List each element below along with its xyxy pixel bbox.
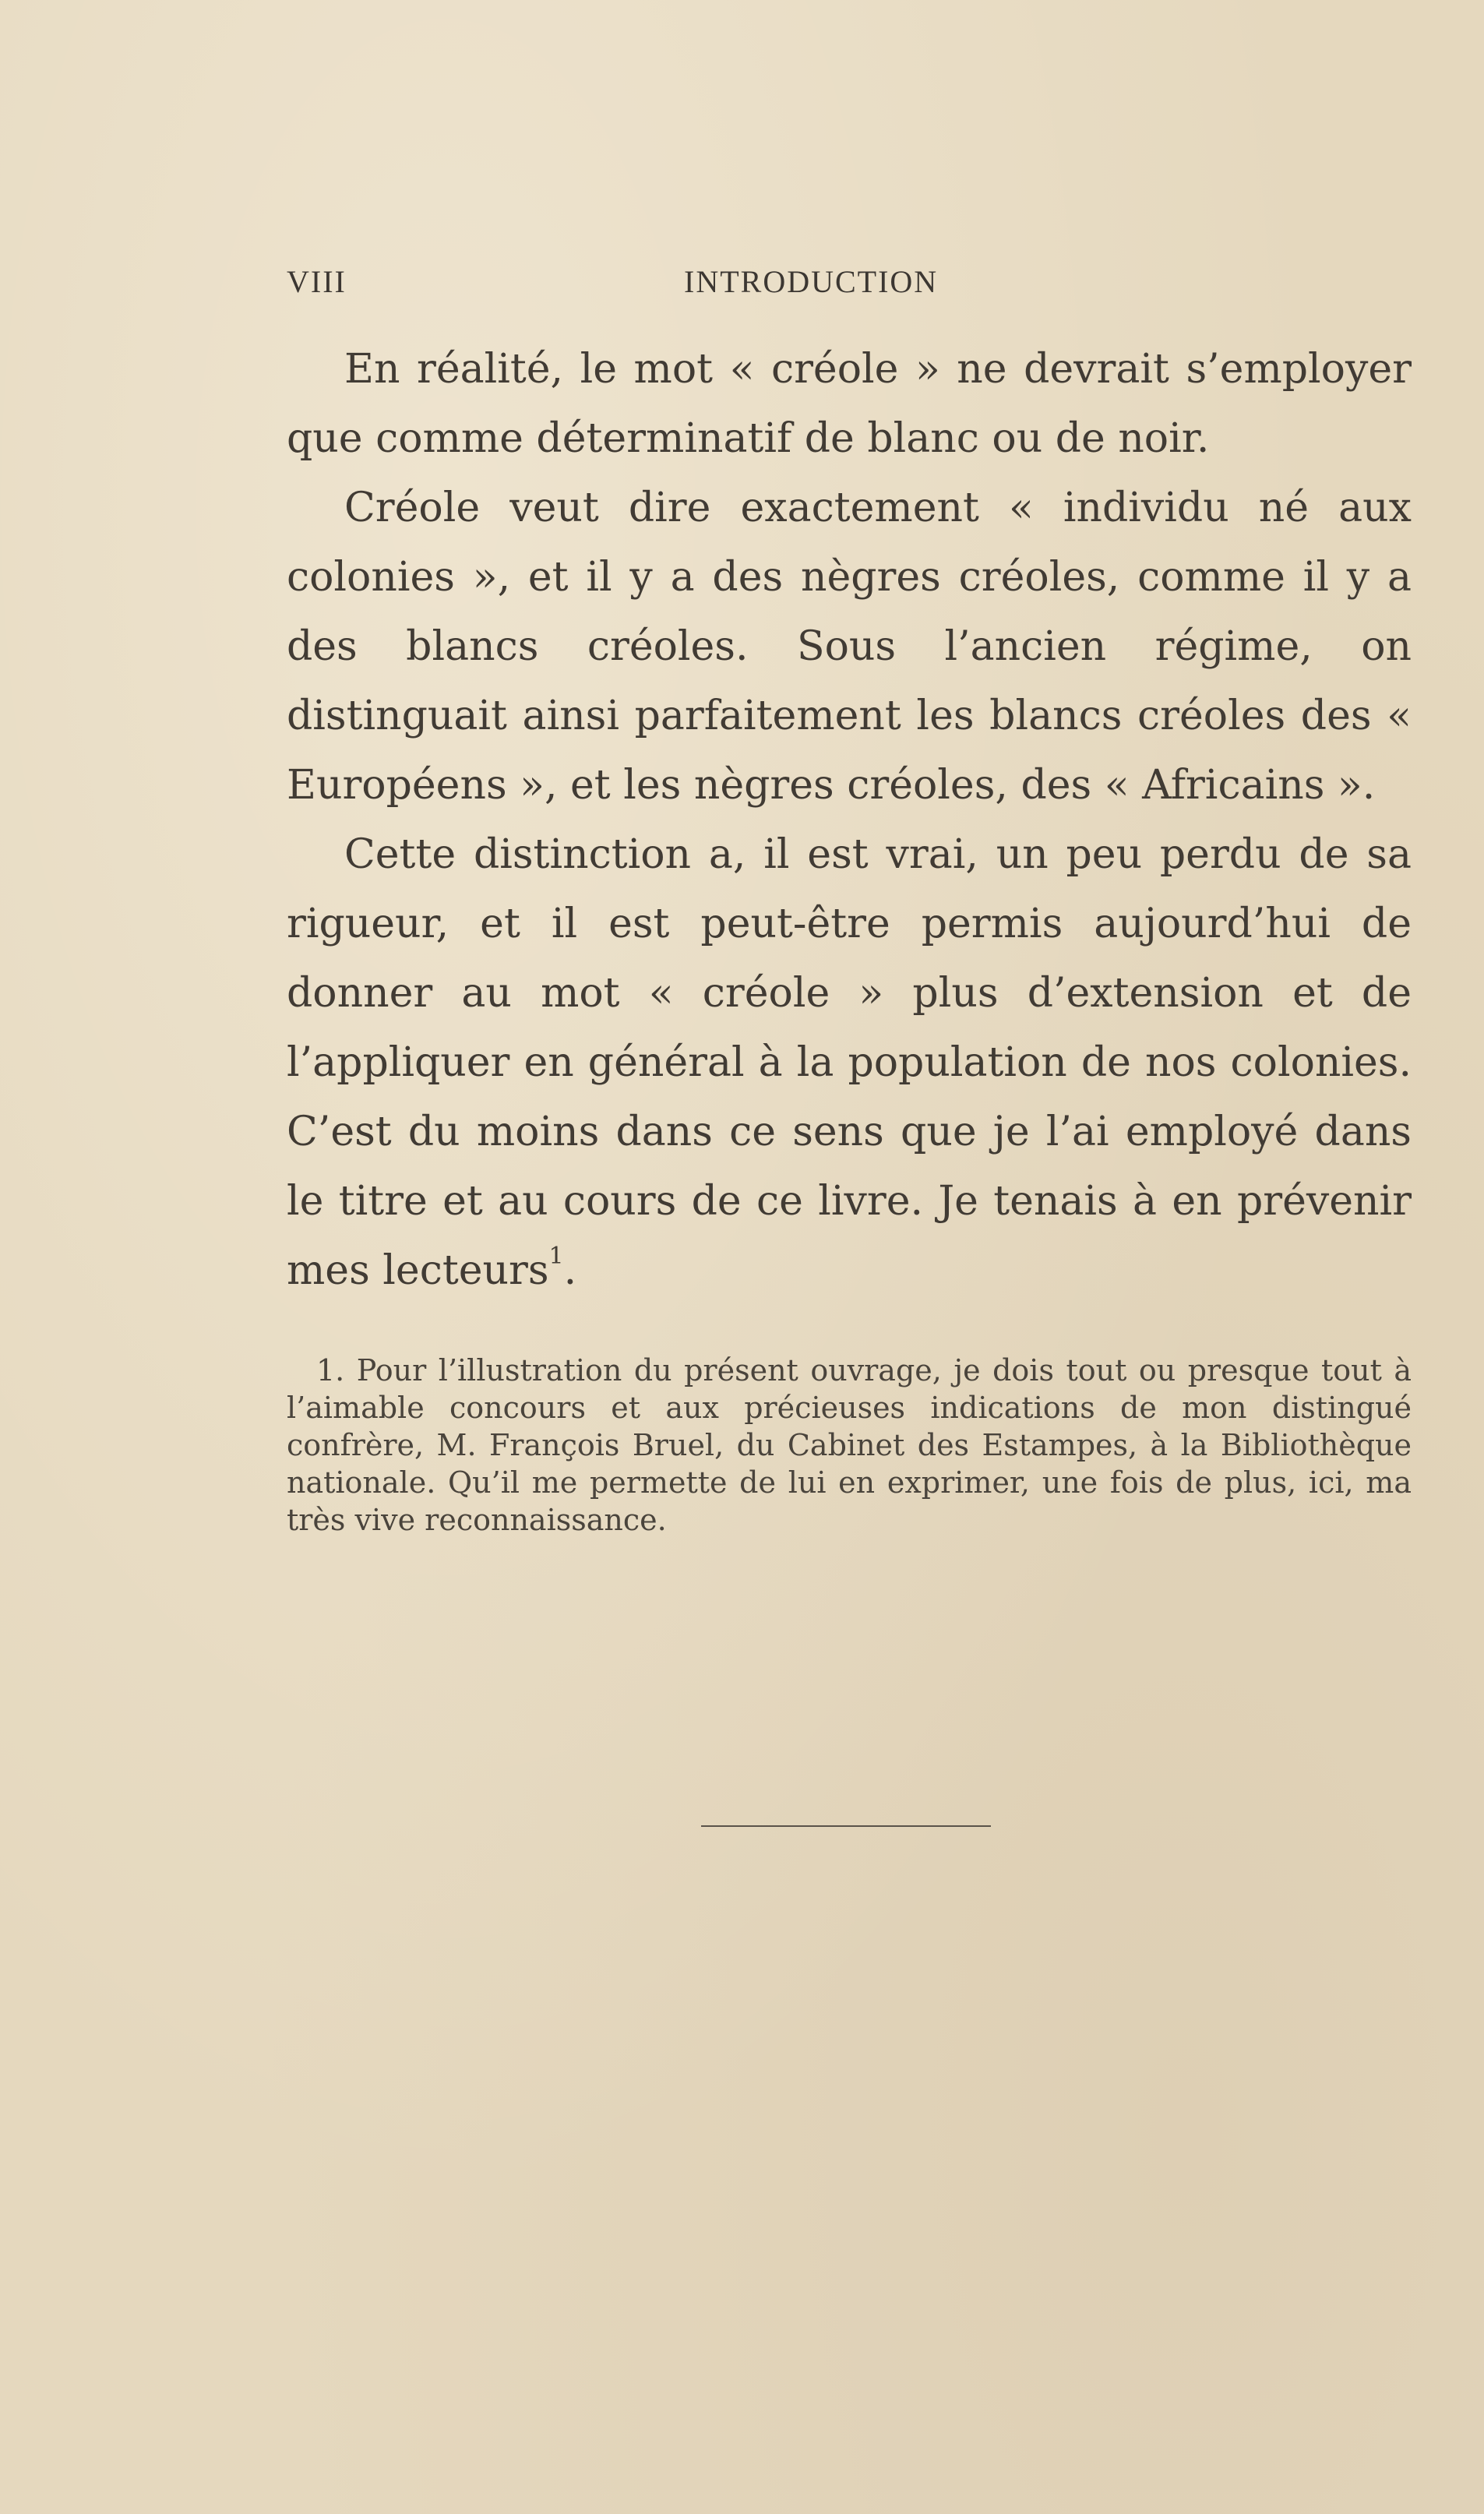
main-text bbox=[287, 335, 1412, 1306]
running-head bbox=[287, 263, 1412, 302]
paragraph-text: Cette distinction a, il est vrai, un peu perdu de sa rigueur, et il est peut-être permis aujourd’hui de donner au mot « créole » plus d’extension et de l’appliquer en général à la population de nos colonies. C’est du moins dans ce sens que je l’ai employé dans le titre et au cours de ce livre. Je tenais à en prévenir mes lecteurs bbox=[287, 831, 1412, 1294]
running-title: INTRODUCTION bbox=[684, 264, 939, 299]
paragraph-end-punctuation: . bbox=[563, 1247, 577, 1294]
paragraph bbox=[287, 820, 1412, 1306]
end-rule bbox=[701, 1825, 991, 1827]
page-number: VIII bbox=[287, 264, 347, 299]
paragraph: En réalité, le mot « créole » ne devrait s’employer que comme déterminatif de blanc ou de noir. bbox=[287, 346, 1412, 462]
paragraph: Créole veut dire exactement « individu né aux colonies », et il y a des nègres créoles, comme il y a des blancs créoles. Sous l’ancien régime, on distinguait ainsi parfaitement les blancs créoles des « Européens », et les nègres créoles, des « Africains ». bbox=[287, 485, 1412, 809]
footnote-reference[interactable]: 1 bbox=[548, 1243, 564, 1270]
footnote: 1. Pour l’illustration du présent ouvrage, je dois tout ou presque tout à l’aimable concours et aux précieuses indications de mon distingué confrère, M. François Bruel, du Cabinet des Estampes, à la Bibliothèque nationale. Qu’il me permette de lui en exprimer, une fois de plus, ici, ma très vive reconnaissance. bbox=[287, 1353, 1412, 1537]
